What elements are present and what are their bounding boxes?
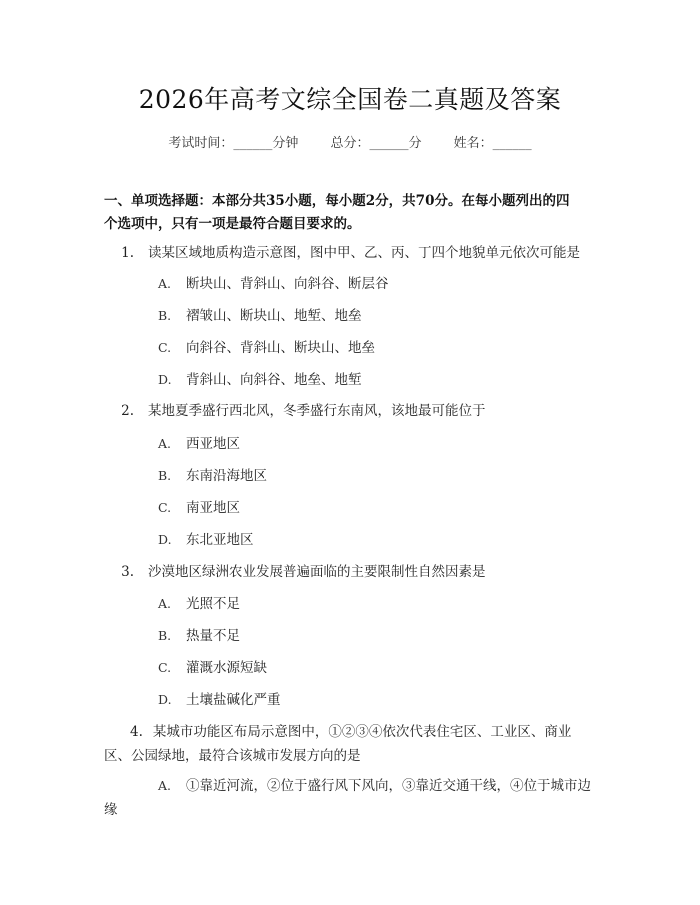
option-line1 (104, 774, 602, 798)
option-letter: D. (158, 532, 172, 547)
question-2 (104, 399, 600, 423)
option-text: 褶皱山、断块山、地堑、地垒 (186, 308, 362, 324)
student-name: 姓名：______ (453, 136, 532, 151)
option-text: 西亚地区 (186, 436, 240, 452)
option-3d (158, 688, 598, 712)
option-letter: C. (158, 340, 172, 355)
option-text: 东北亚地区 (186, 532, 254, 548)
option-text: 土壤盐碱化严重 (186, 692, 281, 708)
question-4 (104, 720, 602, 768)
section-heading-line2: 个选项中，只有一项是最符合题目要求的。 (104, 216, 361, 232)
option-letter: D. (158, 692, 172, 707)
option-text: 断块山、背斜山、向斜谷、断层谷 (186, 276, 389, 292)
question-stem: 读某区域地质构造示意图，图中甲、乙、丙、丁四个地貌单元依次可能是 (148, 245, 580, 261)
option-text: 南亚地区 (186, 500, 240, 516)
question-stem: 某地夏季盛行西北风，冬季盛行东南风，该地最可能位于 (148, 403, 486, 419)
option-3c (158, 656, 598, 680)
question-1 (104, 241, 600, 265)
option-text: ①靠近河流，②位于盛行风下风向，③靠近交通干线，④位于城市边 (186, 778, 591, 794)
section-heading-line1: 一、单项选择题：本部分共35小题，每小题2分，共70分。在每小题列出的四 (104, 193, 570, 209)
question-number: 3. (121, 564, 134, 580)
option-1b (158, 304, 598, 328)
question-stem-line1 (104, 720, 602, 744)
option-letter: A. (158, 436, 172, 451)
option-text: 东南沿海地区 (186, 468, 267, 484)
question-stem: 某城市功能区布局示意图中，①②③④依次代表住宅区、工业区、商业 (152, 724, 572, 740)
option-text: 热量不足 (186, 628, 240, 644)
option-text: 向斜谷、背斜山、断块山、地垒 (186, 340, 375, 356)
option-letter: B. (158, 308, 172, 323)
option-1c (158, 336, 598, 360)
option-letter: A. (158, 778, 172, 793)
option-3a (158, 592, 598, 616)
option-line2: 缘 (104, 802, 118, 818)
option-1a (158, 272, 598, 296)
option-1d (158, 368, 598, 392)
option-2c (158, 496, 598, 520)
page-title: 2026年高考文综全国卷二真题及答案 (138, 85, 562, 114)
question-number: 4. (130, 724, 143, 740)
question-stem: 沙漠地区绿洲农业发展普遍面临的主要限制性自然因素是 (148, 564, 486, 580)
option-text: 光照不足 (186, 596, 240, 612)
option-letter: A. (158, 596, 172, 611)
option-letter: D. (158, 372, 172, 387)
exam-meta (0, 132, 700, 151)
option-2a (158, 432, 598, 456)
option-2b (158, 464, 598, 488)
question-stem-line2: 区、公园绿地，最符合该城市发展方向的是 (104, 748, 361, 764)
question-number: 2. (121, 403, 134, 419)
exam-score: 总分：______分 (330, 136, 422, 151)
option-text: 灌溉水源短缺 (186, 660, 267, 676)
option-text: 背斜山、向斜谷、地垒、地堑 (186, 372, 362, 388)
question-number: 1. (121, 245, 134, 261)
option-letter: B. (158, 468, 172, 483)
option-letter: B. (158, 628, 172, 643)
option-letter: C. (158, 500, 172, 515)
option-2d (158, 528, 598, 552)
exam-time: 考试时间：______分钟 (168, 136, 299, 151)
section-heading (104, 190, 604, 236)
option-4a (104, 774, 602, 822)
question-3 (104, 560, 600, 584)
option-3b (158, 624, 598, 648)
option-letter: A. (158, 276, 172, 291)
option-letter: C. (158, 660, 172, 675)
